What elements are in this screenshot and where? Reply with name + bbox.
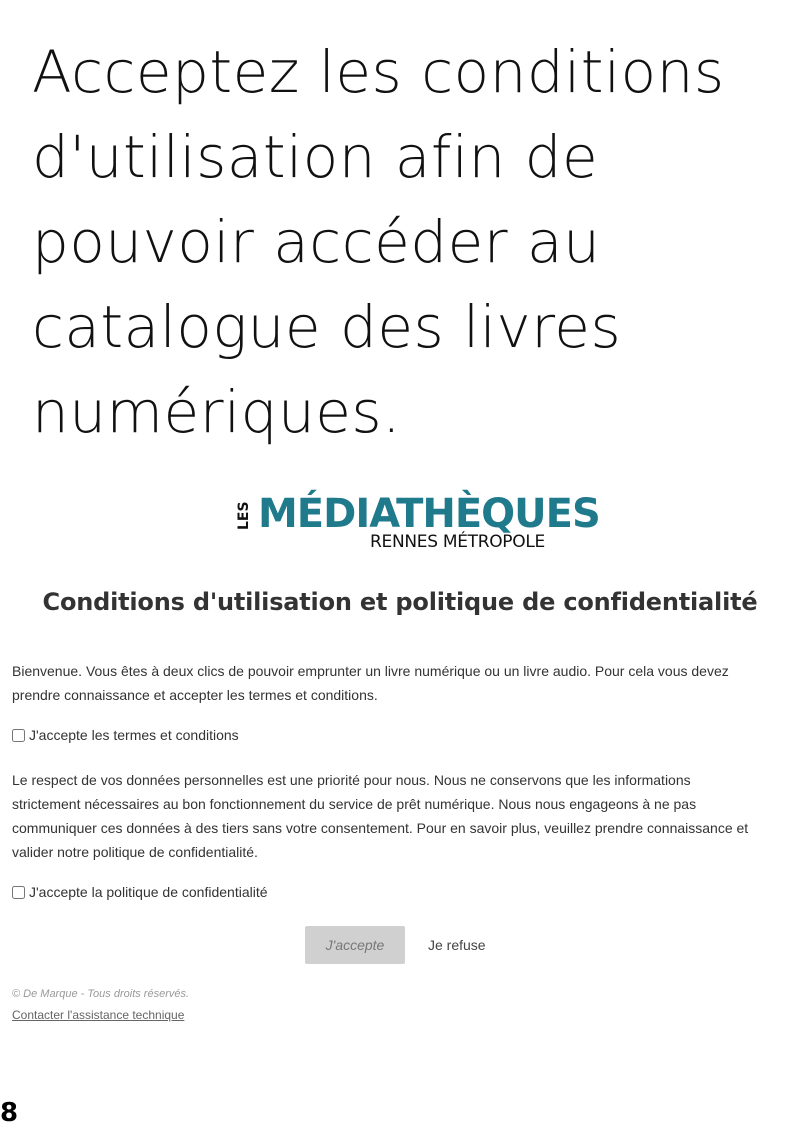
privacy-text xyxy=(12,768,788,864)
privacy-checkbox-row[interactable] xyxy=(12,884,268,900)
headline-line: d'utilisation afin de xyxy=(32,123,599,191)
headline-line: catalogue des livres xyxy=(32,293,622,361)
privacy-checkbox[interactable] xyxy=(12,886,25,899)
logo-main-text: MÉDIATHÈQUES xyxy=(258,491,600,537)
terms-text xyxy=(12,659,788,707)
terms-text-line: prendre connaissance et accepter les termes et conditions. xyxy=(12,687,378,703)
copyright-text: © De Marque - Tous droits réservés. xyxy=(12,988,190,1000)
privacy-text-line: communiquer ces données à des tiers sans votre consentement. Pour en savoir plus, veuillez prendre connaissance et xyxy=(12,820,749,836)
privacy-text-line: Le respect de vos données personnelles est une priorité pour nous. Nous ne conservons que les informations xyxy=(12,772,691,788)
terms-checkbox[interactable] xyxy=(12,729,25,742)
refuse-button[interactable]: Je refuse xyxy=(420,926,494,964)
terms-text-line: Bienvenue. Vous êtes à deux clics de pouvoir emprunter un livre numérique ou un livre audio. Pour cela vous devez xyxy=(12,663,729,679)
terms-checkbox-label: J'accepte les termes et conditions xyxy=(29,727,239,743)
headline xyxy=(32,30,772,455)
logo-les-text: LES xyxy=(236,501,252,530)
headline-line: Acceptez les conditions xyxy=(32,38,725,106)
privacy-checkbox-label: J'accepte la politique de confidentialité xyxy=(29,884,268,900)
terms-checkbox-row[interactable] xyxy=(12,727,239,743)
headline-line: pouvoir accéder au xyxy=(32,208,601,276)
page-number: 8 xyxy=(0,1098,19,1128)
support-link[interactable]: Contacter l'assistance technique xyxy=(12,1008,185,1022)
accept-button[interactable]: J'accepte xyxy=(305,926,405,964)
headline-line: numériques. xyxy=(32,378,402,446)
privacy-text-line: strictement nécessaires au bon fonctionnement du service de prêt numérique. Nous nous engageons à ne pas xyxy=(12,796,697,812)
mediatheques-logo xyxy=(232,491,600,562)
page-title: Conditions d'utilisation et politique de confidentialité xyxy=(42,588,758,616)
privacy-text-line: valider notre politique de confidentialité. xyxy=(12,844,258,860)
logo-sub-text: RENNES MÉTROPOLE xyxy=(370,532,545,552)
